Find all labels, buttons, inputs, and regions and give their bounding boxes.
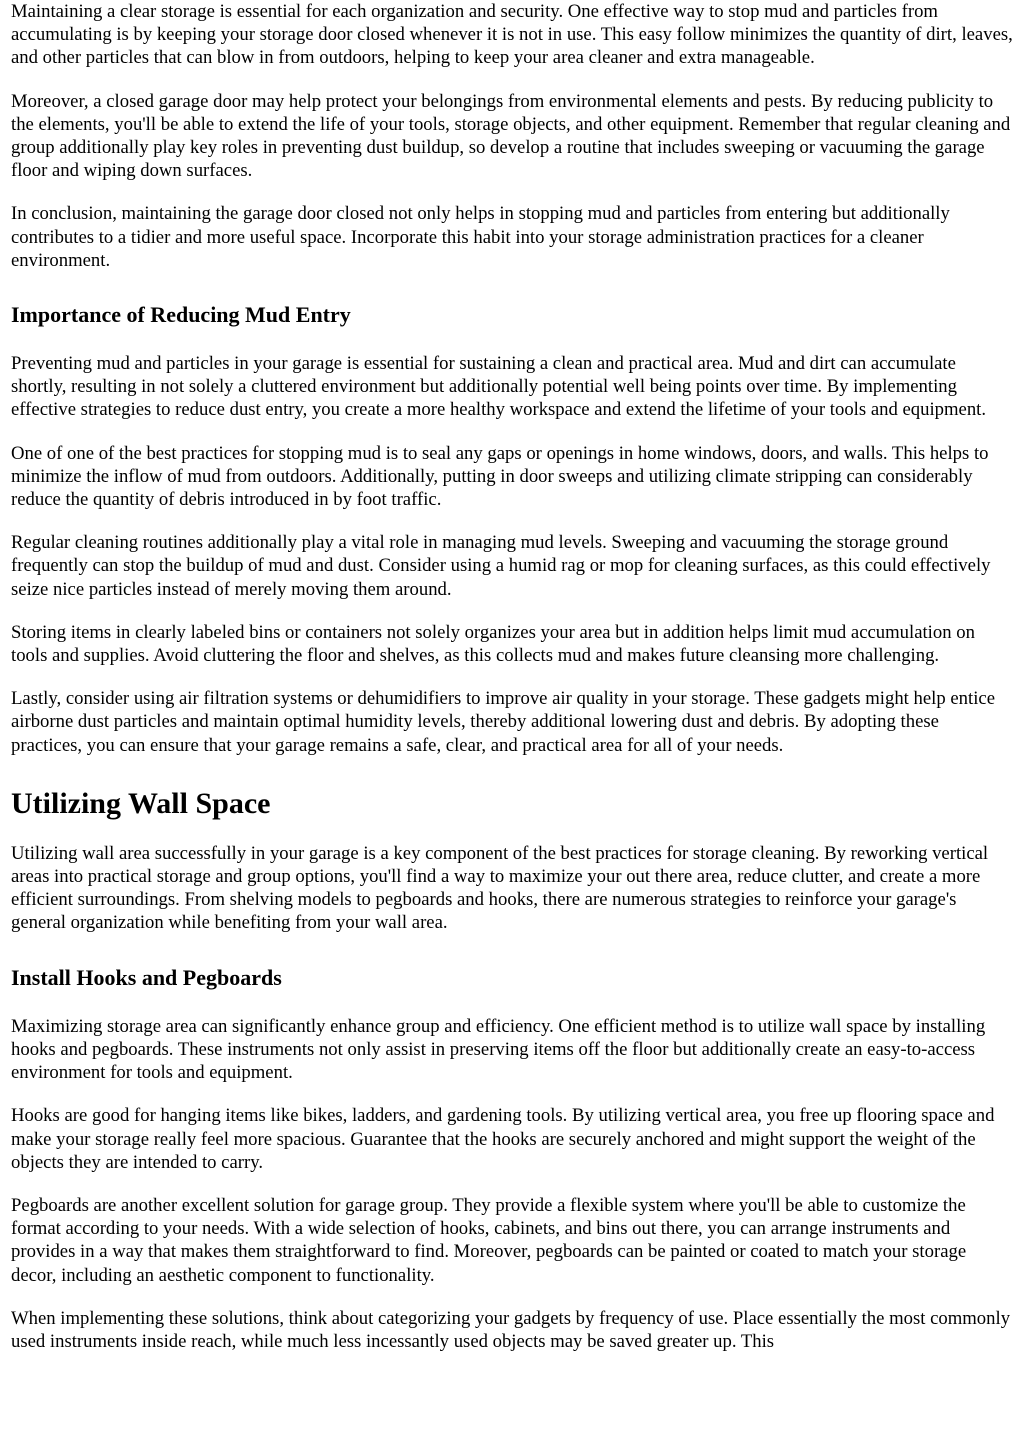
wall-paragraph-1: Utilizing wall area successfully in your garage is a key component of the best practices for storage cleaning. By reworking vertical areas into practical storage and group options, you'll find a way to maximize your out there area, reduce clutter, and create a more efficient surroundings. From shelving models to pegboards and hooks, there are numerous strategies to reinforce your garage's general organization while benefiting from your wall area. xyxy=(11,842,989,934)
intro-paragraph-3: In conclusion, maintaining the garage door closed not only helps in stopping mud and particles from entering but additionally contributes to a tidier and more useful space. Incorporate this habit into your storage administration practices for a cleaner environment. xyxy=(11,203,950,271)
heading-wall-space: Utilizing Wall Space xyxy=(11,786,271,820)
heading-hooks-pegboards: Install Hooks and Pegboards xyxy=(11,964,282,990)
mud-paragraph-1: Preventing mud and particles in your garage is essential for sustaining a clean and practical area. Mud and dirt can accumulate shortly, resulting in not solely a cluttered environment but additionally potential well being points over time. By implementing effective strategies to reduce dust entry, you create a more healthy workspace and extend the lifetime of your tools and equipment. xyxy=(11,353,987,421)
hooks-paragraph-2: Hooks are good for hanging items like bikes, ladders, and gardening tools. By utilizing vertical area, you free up flooring space and make your storage really feel more spacious. Guarantee that the hooks are securely anchored and might support the weight of the objects they are intended to carry. xyxy=(11,1105,995,1173)
hooks-paragraph-4: When implementing these solutions, think about categorizing your gadgets by frequency of use. Place essentially the most commonly used instruments inside reach, while much less incessantly used objects may be saved greater up. This xyxy=(11,1307,1011,1352)
hooks-paragraph-3: Pegboards are another excellent solution for garage group. They provide a flexible system where you'll be able to customize the format according to your needs. With a wide selection of hooks, cabinets, and bins out there, you can arrange instruments and provides in a way that makes them straightforward to find. Moreover, pegboards can be painted or coated to match your storage decor, including an aesthetic component to functionality. xyxy=(11,1194,967,1286)
mud-paragraph-4: Storing items in clearly labeled bins or containers not solely organizes your area but in addition helps limit mud accumulation on tools and supplies. Avoid cluttering the floor and shelves, as this collects mud and makes future cleansing more challenging. xyxy=(11,621,975,667)
intro-paragraph-2: Moreover, a closed garage door may help protect your belongings from environmental elements and pests. By reducing publicity to the elements, you'll be able to extend the life of your tools, storage objects, and other equipment. Remember that regular cleaning and group additionally play key roles in preventing dust buildup, so develop a routine that includes sweeping or vacuuming the garage floor and wiping down surfaces. xyxy=(11,90,1011,182)
heading-mud-entry: Importance of Reducing Mud Entry xyxy=(11,302,351,328)
intro-paragraph-1: Maintaining a clear storage is essential for each organization and security. One effective way to stop mud and particles from accumulating is by keeping your storage door closed whenever it is not in use. This easy follow minimizes the quantity of dirt, leaves, and other particles that can blow in from outdoors, helping to keep your area cleaner and extra manageable. xyxy=(11,1,1013,69)
mud-paragraph-3: Regular cleaning routines additionally play a vital role in managing mud levels. Sweeping and vacuuming the storage ground frequently can stop the buildup of mud and dust. Consider using a humid rag or mop for cleaning surfaces, as this could effectively seize nice particles instead of merely moving them around. xyxy=(11,532,991,600)
mud-paragraph-2: One of one of the best practices for stopping mud is to seal any gaps or openings in home windows, doors, and walls. This helps to minimize the inflow of mud from outdoors. Additionally, putting in door sweeps and utilizing climate stripping can considerably reduce the quantity of debris introduced in by foot traffic. xyxy=(11,442,989,511)
mud-paragraph-5: Lastly, consider using air filtration systems or dehumidifiers to improve air quality in your storage. These gadgets might help entice airborne dust particles and maintain optimal humidity levels, thereby additional lowering dust and debris. By adopting these practices, you can ensure that your garage remains a safe, clear, and practical area for all of your needs. xyxy=(11,688,995,756)
hooks-paragraph-1: Maximizing storage area can significantly enhance group and efficiency. One efficient method is to utilize wall space by installing hooks and pegboards. These instruments not only assist in preserving items off the floor but additionally create an easy-to-access environment for tools and equipment. xyxy=(11,1015,986,1084)
